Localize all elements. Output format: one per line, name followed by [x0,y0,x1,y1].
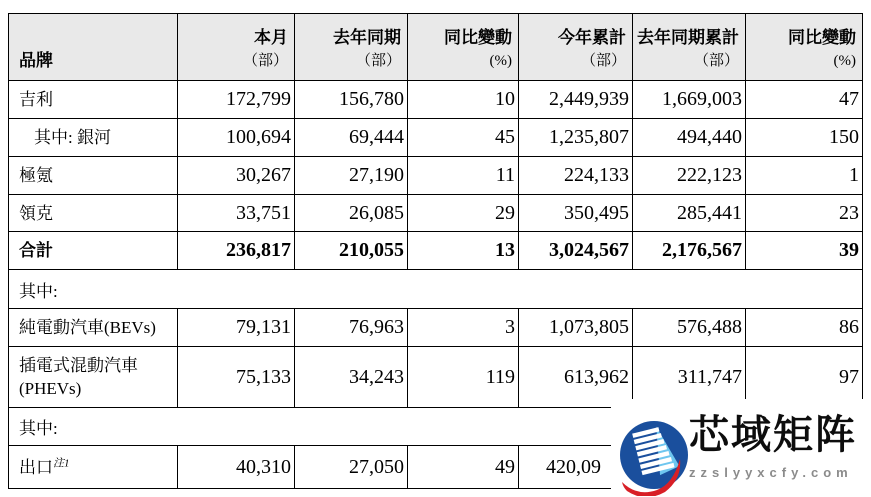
watermark-domain-text: zzslyyxcfy.com [689,465,853,480]
value-cell: 224,133 [519,157,633,195]
value-cell: 1 [746,157,863,195]
value-cell: 34,243 [295,347,408,408]
table-row-zeekr [9,157,863,195]
watermark-text-block [689,413,871,480]
value-cell: 45 [408,119,519,157]
brand-cell: 合計 [9,232,178,270]
value-cell: 1,073,805 [519,309,633,347]
watermark-brand-text: 芯域矩阵 [689,412,857,457]
value-cell: 119 [408,347,519,408]
brand-cell [9,446,178,489]
value-cell: 69,444 [295,119,408,157]
value-cell: 494,440 [633,119,746,157]
header-cell-brand [9,14,178,81]
brand-cell: 領克 [9,195,178,232]
header-brand-label: 品牌 [19,51,53,70]
value-cell: 39 [746,232,863,270]
brand-cell: 其中: 銀河 [9,119,178,157]
value-cell: 100,694 [178,119,295,157]
value-cell: 27,190 [295,157,408,195]
value-cell: 27,050 [295,446,408,489]
table-row-galaxy [9,119,863,157]
value-cell: 11 [408,157,519,195]
value-cell: 236,817 [178,232,295,270]
footnote-marker: 注1 [53,456,70,469]
header-cell-last-year-ytd: 去年同期累計 （部） [633,14,746,81]
value-cell: 76,963 [295,309,408,347]
brand-cell: 吉利 [9,81,178,119]
table-row-total [9,232,863,270]
value-cell: 222,123 [633,157,746,195]
value-cell: 2,449,939 [519,81,633,119]
value-cell: 30,267 [178,157,295,195]
value-cell: 172,799 [178,81,295,119]
export-label: 出口 [19,457,53,477]
value-cell: 33,751 [178,195,295,232]
value-cell: 97 [746,347,863,408]
value-cell: 26,085 [295,195,408,232]
value-cell: 613,962 [519,347,633,408]
value-cell: 150 [746,119,863,157]
value-cell: 210,055 [295,232,408,270]
brand-cell: 純電動汽車(BEVs) [9,309,178,347]
of-which-label: 其中: [9,408,863,446]
table-row-geely [9,81,863,119]
value-cell: 10 [408,81,519,119]
value-cell: 285,441 [633,195,746,232]
value-cell: 29 [408,195,519,232]
value-cell: 75,133 [178,347,295,408]
value-cell: 49 [408,446,519,489]
table-header-row [9,14,863,81]
header-cell-current-month: 本月 （部） [178,14,295,81]
header-cell-ytd: 今年累計 （部） [519,14,633,81]
header-cell-last-year-period: 去年同期 （部） [295,14,408,81]
value-cell: 1,669,003 [633,81,746,119]
value-cell: 1,235,807 [519,119,633,157]
value-cell: 47 [746,81,863,119]
value-cell: 311,747 [633,347,746,408]
watermark [611,399,871,497]
value-cell: 79,131 [178,309,295,347]
value-cell: 40,310 [178,446,295,489]
table-row-lynkco [9,195,863,232]
header-cell-yoy-change: 同比變動 (%) [408,14,519,81]
watermark-logo-icon [619,418,689,496]
header-cell-yoy-change-ytd: 同比變動 (%) [746,14,863,81]
value-cell: 23 [746,195,863,232]
table-row-of-which-1 [9,270,863,309]
value-cell: 13 [408,232,519,270]
value-cell: 576,488 [633,309,746,347]
value-cell: 3 [408,309,519,347]
of-which-label: 其中: [9,270,863,309]
value-cell: 156,780 [295,81,408,119]
value-cell: 2,176,567 [633,232,746,270]
value-cell-truncated: 420,09 [519,446,633,489]
brand-cell: 插電式混動汽車(PHEVs) [9,347,178,408]
value-cell: 3,024,567 [519,232,633,270]
value-cell: 86 [746,309,863,347]
brand-cell: 極氪 [9,157,178,195]
table-row-bevs [9,309,863,347]
value-cell: 350,495 [519,195,633,232]
